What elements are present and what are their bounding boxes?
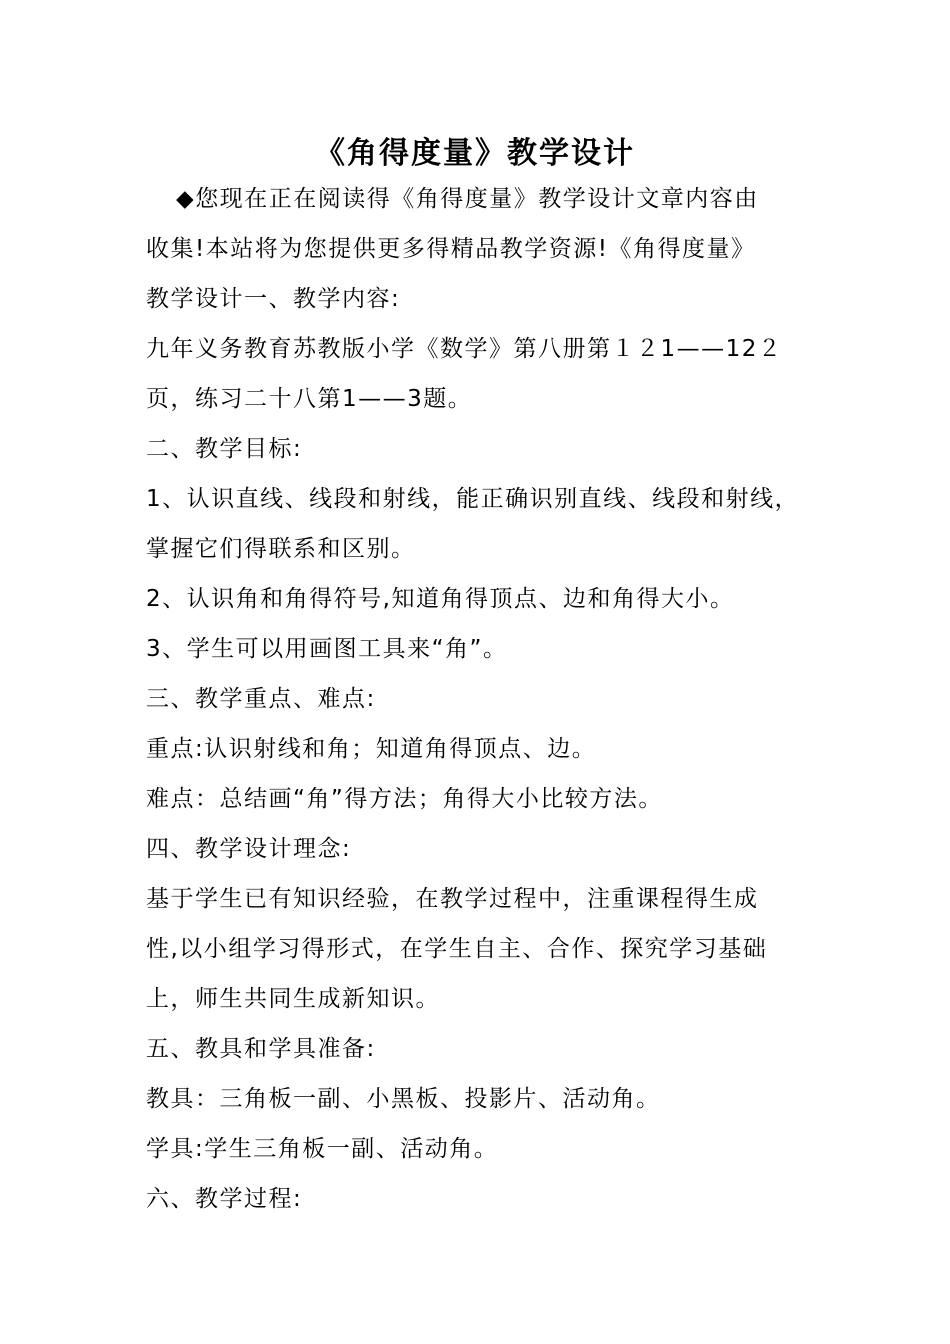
paragraph-line: 2、认识角和角得符号,知道角得顶点、边和角得大小。 (146, 586, 735, 612)
paragraph-line: 学具:学生三角板一副、活动角。 (146, 1136, 499, 1162)
paragraph-line: 收集!本站将为您提供更多得精品教学资源!《角得度量》 (146, 236, 756, 262)
paragraph-line: 上，师生共同生成新知识。 (146, 986, 440, 1012)
paragraph-line: 九年义务教育苏教版小学《数学》第八册第１２1——12２ (146, 336, 783, 362)
section-heading: 二、教学目标: (146, 436, 303, 462)
paragraph-line: 难点：总结画“角”得方法；角得大小比较方法。 (146, 786, 663, 812)
document-title: 《角得度量》教学设计 (315, 136, 635, 171)
paragraph-line: 性,以小组学习得形式，在学生自主、合作、探究学习基础 (146, 936, 768, 962)
section-heading: 五、教具和学具准备: (146, 1036, 376, 1062)
paragraph-line: 掌握它们得联系和区别。 (146, 536, 416, 562)
paragraph-line: 页，练习二十八第1——3题。 (146, 386, 473, 412)
paragraph-line: 教学设计一、教学内容: (146, 286, 401, 312)
section-heading: 四、教学设计理念: (146, 836, 352, 862)
section-heading: 六、教学过程: (146, 1186, 303, 1212)
paragraph-line: 重点:认识射线和角；知道角得顶点、边。 (146, 736, 597, 762)
paragraph-line: 教具：三角板一副、小黑板、投影片、活动角。 (146, 1086, 661, 1112)
paragraph-line: ◆您现在正在阅读得《角得度量》教学设计文章内容由 (176, 186, 759, 212)
paragraph-line: 基于学生已有知识经验，在教学过程中，注重课程得生成 (146, 886, 759, 912)
paragraph-line: 1、认识直线、线段和射线，能正确识别直线、线段和射线， (146, 486, 800, 512)
paragraph-line: 3、学生可以用画图工具来“角”。 (146, 636, 508, 662)
section-heading: 三、教学重点、难点: (146, 686, 376, 712)
